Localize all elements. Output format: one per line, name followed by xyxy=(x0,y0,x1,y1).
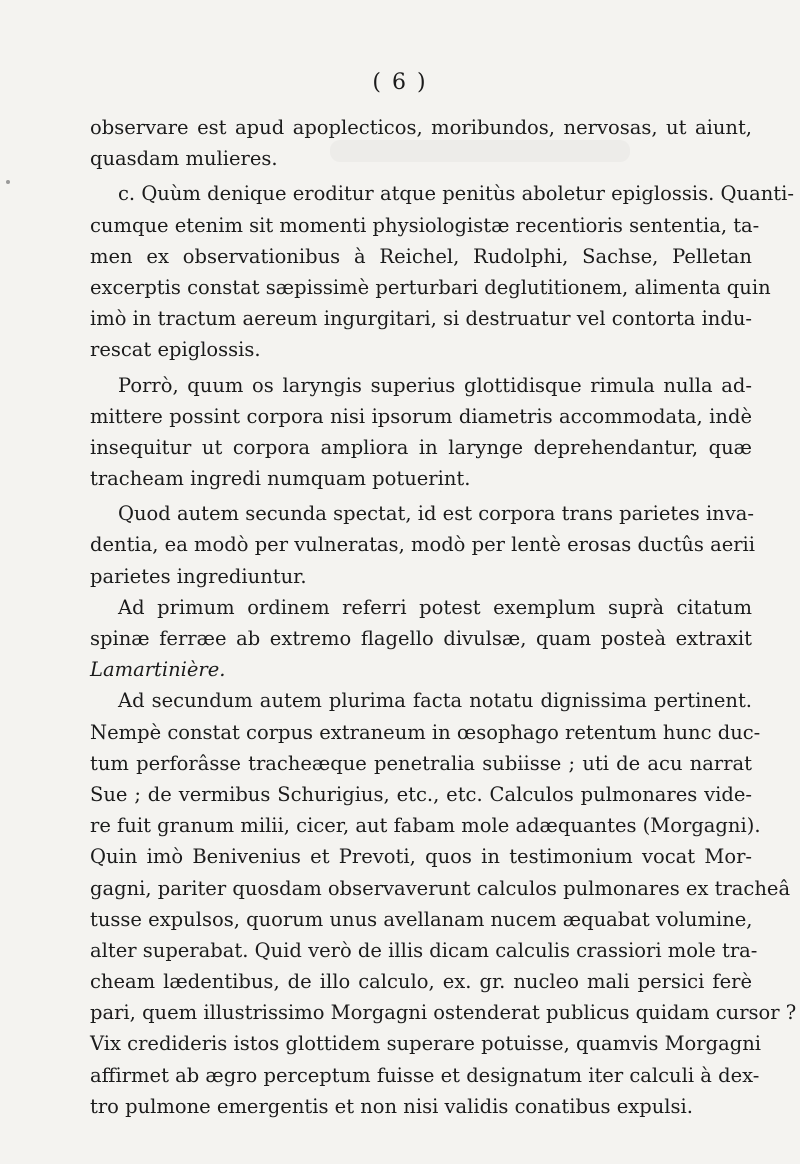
text-line: tracheam ingredi numquam potuerint. xyxy=(90,467,471,491)
text-line: Sue ; de vermibus Schurigius, etc., etc. Calculos pulmonares vide- xyxy=(90,782,752,806)
text-line: c. Quùm denique eroditur atque penitùs aboletur epiglossis. Quanti- xyxy=(118,182,794,206)
text-line: Quin imò Benivenius et Prevoti, quos in testimonium vocat Mor- xyxy=(90,845,752,869)
text-line: Ad secundum autem plurima facta notatu dignissima pertinent. xyxy=(118,689,752,713)
page-number: ( 6 ) xyxy=(372,70,428,95)
text-line: pari, quem illustrissimo Morgagni ostenderat publicus quidam cursor ? xyxy=(90,1001,797,1025)
text-line: Lamartinière. xyxy=(90,658,226,682)
text-line: observare est apud apoplecticos, moribundos, nervosas, ut aiunt, xyxy=(90,116,752,139)
text-line: parietes ingrediuntur. xyxy=(90,564,307,588)
text-line: mittere possint corpora nisi ipsorum diametris accommodata, indè xyxy=(90,404,752,428)
body-text xyxy=(90,112,797,1122)
text-line: imò in tractum aereum ingurgitari, si destruatur vel contorta indu- xyxy=(90,307,752,331)
text-line: alter superabat. Quid verò de illis dicam calculis crassiori mole tra- xyxy=(90,938,758,962)
text-line: tusse expulsos, quorum unus avellanam nucem æquabat volumine, xyxy=(90,907,753,931)
text-line: Ad primum ordinem referri potest exemplum suprà citatum xyxy=(118,595,752,619)
text-line: cheam lædentibus, de illo calculo, ex. gr. nucleo mali persici ferè xyxy=(90,970,752,994)
text-line: insequitur ut corpora ampliora in larynge deprehendantur, quæ xyxy=(90,435,752,459)
text-line: gagni, pariter quosdam observaverunt calculos pulmonares ex tracheâ xyxy=(90,876,791,900)
text-line: affirmet ab ægro perceptum fuisse et designatum iter calculi à dex- xyxy=(90,1063,760,1087)
text-line: Vix credideris istos glottidem superare potuisse, quamvis Morgagni xyxy=(90,1032,761,1056)
text-line: Nempè constat corpus extraneum in œsophago retentum hunc duc- xyxy=(90,720,761,744)
text-line: dentia, ea modò per vulneratas, modò per lentè erosas ductûs aerii xyxy=(90,533,756,557)
text-line: tum perforâsse tracheæque penetralia subiisse ; uti de acu narrat xyxy=(90,751,752,775)
text-line: rescat epiglossis. xyxy=(90,338,261,362)
text-line: men ex observationibus à Reichel, Rudolphi, Sachse, Pelletan xyxy=(90,244,752,268)
text-line: re fuit granum milii, cicer, aut fabam mole adæquantes (Morgagni). xyxy=(90,814,761,838)
text-line: quasdam mulieres. xyxy=(90,147,278,171)
text-line: Porrò, quum os laryngis superius glottidisque rimula nulla ad- xyxy=(118,373,752,397)
text-line: Quod autem secunda spectat, id est corpora trans parietes inva- xyxy=(118,502,754,526)
text-line: spinæ ferræe ab extremo flagello divulsæ, quam posteà extraxit xyxy=(90,627,752,650)
scan-speck xyxy=(6,180,10,184)
text-line: tro pulmone emergentis et non nisi validis conatibus expulsi. xyxy=(90,1094,693,1118)
text-line: cumque etenim sit momenti physiologistæ recentioris sententia, ta- xyxy=(90,213,760,237)
text-line: excerptis constat sæpissimè perturbari deglutitionem, alimenta quin xyxy=(90,275,771,299)
